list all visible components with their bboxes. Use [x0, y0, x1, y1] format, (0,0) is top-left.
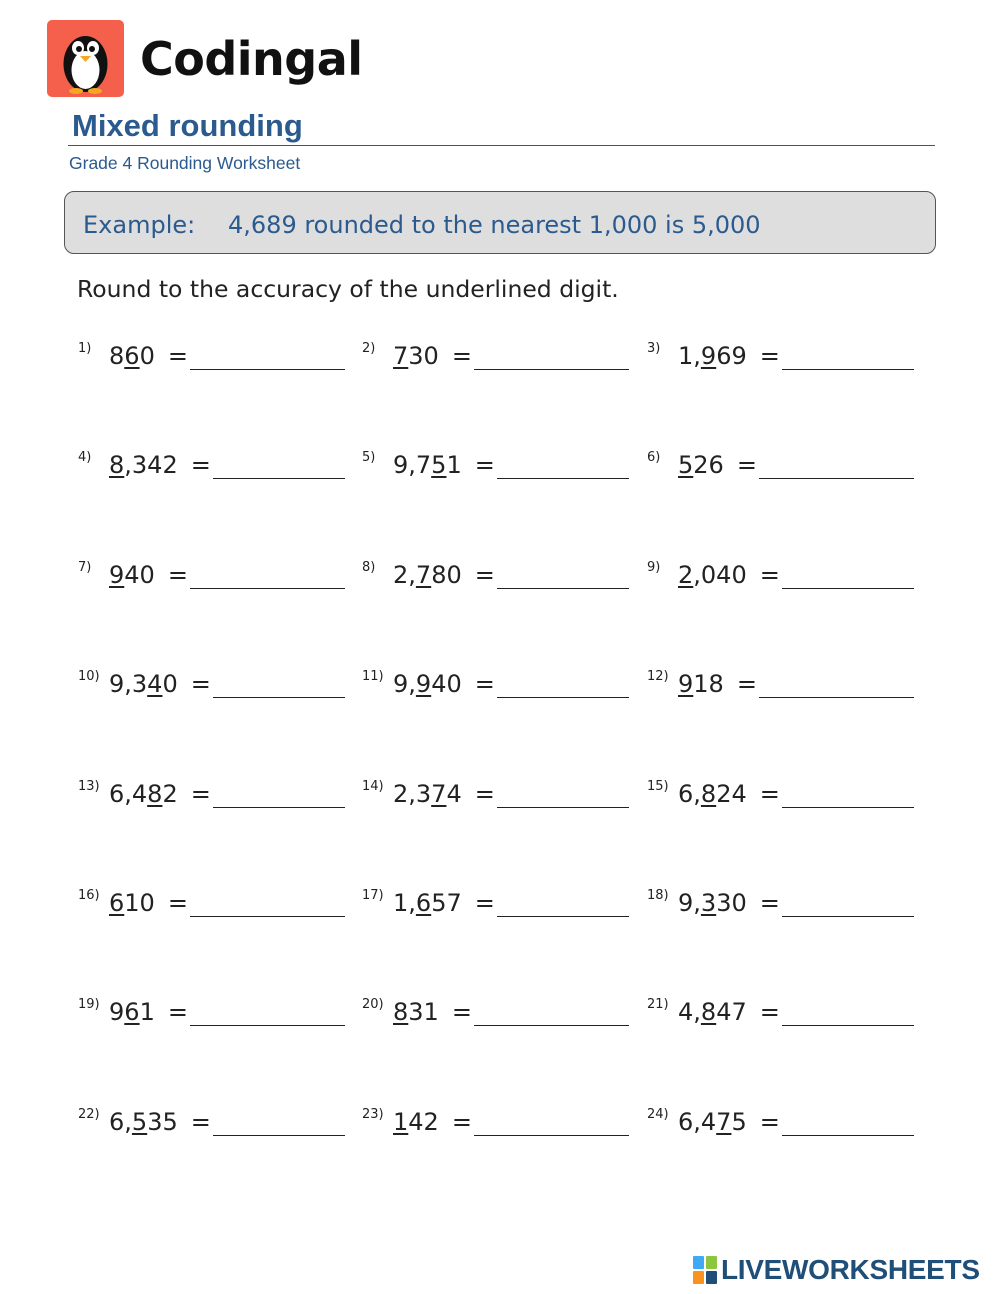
answer-input[interactable] — [474, 346, 629, 370]
problem-item — [78, 450, 345, 490]
problem-item — [362, 341, 629, 381]
problem-item — [78, 888, 345, 928]
digits-after: 2 — [162, 779, 178, 808]
problem-number-value — [678, 670, 724, 698]
underlined-digit: 6 — [109, 889, 125, 917]
underlined-digit: 4 — [147, 670, 163, 699]
problem-item — [647, 560, 914, 600]
equals-sign: = — [736, 670, 757, 699]
problem-number: 15) — [647, 778, 669, 794]
underlined-digit: 8 — [700, 998, 717, 1027]
underlined-digit: 5 — [431, 451, 447, 480]
problem-item — [362, 779, 629, 819]
digits-after: 4 — [446, 779, 462, 808]
underlined-digit: 9 — [678, 670, 694, 699]
digits-after: 18 — [693, 670, 724, 699]
equals-sign: = — [474, 451, 495, 480]
brand-name: Codingal — [140, 31, 363, 86]
digits-before: 4, — [678, 998, 701, 1027]
problem-number: 20) — [362, 997, 384, 1013]
answer-input[interactable] — [782, 893, 914, 917]
equals-sign: = — [190, 1107, 211, 1136]
digits-after: 0 — [139, 342, 155, 370]
digits-before: 9, — [393, 670, 416, 699]
answer-input[interactable] — [782, 1002, 914, 1026]
problem-number: 3) — [647, 341, 661, 356]
problem-number: 16) — [78, 888, 100, 903]
underlined-digit: 2 — [678, 560, 694, 589]
problem-number: 6) — [647, 450, 661, 466]
problem-number: 10) — [78, 669, 100, 685]
digits-before: 2,3 — [393, 779, 432, 808]
answer-input[interactable] — [497, 784, 629, 808]
answer-input[interactable] — [213, 455, 345, 479]
digits-before: 1, — [393, 889, 416, 917]
answer-input[interactable] — [497, 565, 629, 589]
equals-sign: = — [167, 889, 188, 917]
underlined-digit: 7 — [393, 342, 409, 370]
problem-item — [362, 888, 629, 928]
digits-before: 6, — [678, 779, 701, 808]
digits-after: ,040 — [693, 560, 747, 589]
equals-sign: = — [759, 998, 780, 1027]
underlined-digit: 6 — [124, 342, 140, 370]
digits-after: 40 — [124, 560, 155, 589]
problem-item — [647, 779, 914, 819]
equals-sign: = — [759, 560, 780, 589]
problem-item — [647, 450, 914, 490]
answer-input[interactable] — [213, 674, 345, 698]
worksheet-subtitle: Grade 4 Rounding Worksheet — [69, 153, 301, 173]
answer-input[interactable] — [190, 1002, 345, 1026]
underlined-digit: 5 — [131, 1107, 148, 1136]
problem-number: 21) — [647, 997, 669, 1013]
problem-number-value — [393, 451, 462, 479]
problem-item — [647, 669, 914, 709]
digits-before: 9,3 — [109, 670, 148, 699]
liveworksheets-brand: LIVEWORKSHEETS — [721, 1254, 980, 1285]
answer-input[interactable] — [474, 1112, 629, 1136]
problem-number: 11) — [362, 669, 384, 685]
equals-sign: = — [759, 342, 780, 370]
underlined-digit: 9 — [415, 670, 432, 699]
answer-input[interactable] — [782, 565, 914, 589]
problem-number-value — [393, 998, 439, 1026]
digits-after: 69 — [716, 342, 747, 370]
problem-number-value — [109, 451, 178, 479]
problem-number: 5) — [362, 450, 376, 466]
problem-number-value — [678, 780, 747, 808]
problem-number-value — [393, 561, 462, 589]
problem-number-value — [109, 998, 155, 1026]
answer-input[interactable] — [497, 893, 629, 917]
answer-input[interactable] — [213, 784, 345, 808]
problem-number: 8) — [362, 559, 376, 575]
equals-sign: = — [167, 998, 188, 1027]
equals-sign: = — [759, 779, 780, 808]
problem-number-value — [109, 670, 178, 698]
digits-after: 1 — [446, 451, 462, 480]
underlined-digit: 5 — [678, 451, 694, 480]
example-label: Example: — [83, 211, 196, 239]
digits-before: 8 — [109, 342, 125, 370]
answer-input[interactable] — [497, 674, 629, 698]
problem-number-value — [393, 1108, 439, 1136]
liveworksheets-logo-icon — [693, 1256, 717, 1284]
problem-item — [362, 560, 629, 600]
digits-after: 0 — [162, 670, 178, 699]
equals-sign: = — [451, 1107, 472, 1136]
underlined-digit: 8 — [393, 998, 409, 1027]
equals-sign: = — [474, 779, 495, 808]
problem-number-value — [678, 1108, 747, 1136]
problem-item — [78, 997, 345, 1037]
problem-number: 14) — [362, 778, 384, 794]
problem-number-value — [109, 889, 155, 917]
digits-before: 9,7 — [393, 451, 432, 480]
problem-number: 12) — [647, 669, 669, 685]
problem-number: 22) — [78, 1106, 100, 1122]
digits-after: 24 — [716, 779, 747, 808]
problem-number-value — [678, 889, 747, 917]
instructions: Round to the accuracy of the underlined digit. — [77, 275, 619, 303]
liveworksheets-footer — [693, 1254, 980, 1286]
problem-number-value — [678, 342, 747, 370]
problem-number-value — [393, 780, 462, 808]
problem-item — [78, 341, 345, 381]
problem-number: 9) — [647, 559, 661, 575]
problem-number-value — [678, 998, 747, 1026]
problem-item — [362, 997, 629, 1037]
problem-number-value — [678, 451, 724, 479]
digits-after: 40 — [431, 670, 462, 699]
answer-input[interactable] — [759, 674, 914, 698]
equals-sign: = — [759, 1107, 780, 1136]
digits-after: 42 — [408, 1107, 439, 1136]
answer-input[interactable] — [782, 346, 914, 370]
digits-before: 1, — [678, 342, 701, 370]
problem-item — [647, 341, 914, 381]
answer-input[interactable] — [213, 1112, 345, 1136]
answer-input[interactable] — [190, 346, 345, 370]
underlined-digit: 3 — [700, 889, 717, 917]
answer-input[interactable] — [190, 893, 345, 917]
equals-sign: = — [190, 451, 211, 480]
underlined-digit: 7 — [431, 779, 447, 808]
equals-sign: = — [474, 560, 495, 589]
underlined-digit: 9 — [109, 560, 125, 589]
answer-input[interactable] — [759, 455, 914, 479]
problem-number-value — [393, 889, 462, 917]
problem-number: 17) — [362, 888, 384, 903]
equals-sign: = — [451, 342, 472, 370]
digits-before: 9 — [109, 998, 125, 1027]
digits-after: 26 — [693, 451, 724, 480]
problem-number-value — [109, 342, 155, 370]
problem-number-value — [109, 1108, 178, 1136]
digits-after: 10 — [124, 889, 155, 917]
problem-item — [78, 669, 345, 709]
digits-after: ,342 — [124, 451, 178, 480]
digits-after: 57 — [431, 889, 462, 917]
problem-number-value — [109, 561, 155, 589]
equals-sign: = — [759, 889, 780, 917]
digits-after: 31 — [408, 998, 439, 1027]
digits-before: 6,4 — [109, 779, 148, 808]
problem-item — [78, 779, 345, 819]
underlined-digit: 7 — [415, 560, 432, 589]
digits-after: 47 — [716, 998, 747, 1027]
equals-sign: = — [451, 998, 472, 1027]
digits-before: 2, — [393, 560, 416, 589]
problem-number-value — [393, 670, 462, 698]
underlined-digit: 6 — [124, 998, 140, 1027]
digits-after: 35 — [147, 1107, 178, 1136]
problem-item — [362, 669, 629, 709]
problem-number: 4) — [78, 450, 92, 466]
problem-number: 24) — [647, 1106, 669, 1122]
equals-sign: = — [167, 560, 188, 589]
problem-number: 1) — [78, 341, 92, 356]
problem-number: 18) — [647, 888, 669, 903]
equals-sign: = — [474, 670, 495, 699]
equals-sign: = — [736, 451, 757, 480]
underlined-digit: 1 — [393, 1107, 409, 1136]
problem-number: 13) — [78, 778, 100, 794]
problem-item — [362, 1107, 629, 1147]
problem-number-value — [393, 342, 439, 370]
answer-input[interactable] — [474, 1002, 629, 1026]
worksheet-title: Mixed rounding — [72, 108, 303, 143]
problem-item — [78, 560, 345, 600]
equals-sign: = — [190, 670, 211, 699]
underlined-digit: 8 — [147, 779, 163, 808]
problem-number: 2) — [362, 341, 376, 356]
underlined-digit: 8 — [109, 451, 125, 480]
problem-item — [78, 1107, 345, 1147]
underlined-digit: 6 — [415, 889, 432, 917]
digits-after: 30 — [408, 342, 439, 370]
answer-input[interactable] — [190, 565, 345, 589]
digits-before: 6, — [109, 1107, 132, 1136]
digits-before: 6,4 — [678, 1107, 717, 1136]
problem-number: 7) — [78, 559, 92, 575]
problem-number: 23) — [362, 1106, 384, 1122]
underlined-digit: 9 — [700, 342, 717, 370]
underlined-digit: 7 — [716, 1107, 732, 1136]
answer-input[interactable] — [497, 455, 629, 479]
digits-after: 5 — [731, 1107, 747, 1136]
problem-number-value — [109, 780, 178, 808]
underlined-digit: 8 — [700, 779, 717, 808]
equals-sign: = — [190, 779, 211, 808]
example-text: 4,689 rounded to the nearest 1,000 is 5,000 — [228, 211, 761, 239]
problem-number-value — [678, 561, 747, 589]
problem-item — [647, 1107, 914, 1147]
problem-item — [647, 997, 914, 1037]
digits-after: 80 — [431, 560, 462, 589]
problem-item — [647, 888, 914, 928]
digits-after: 30 — [716, 889, 747, 917]
digits-after: 1 — [139, 998, 155, 1027]
answer-input[interactable] — [782, 1112, 914, 1136]
digits-before: 9, — [678, 889, 701, 917]
equals-sign: = — [474, 889, 495, 917]
answer-input[interactable] — [782, 784, 914, 808]
problem-item — [362, 450, 629, 490]
problem-number: 19) — [78, 997, 100, 1013]
equals-sign: = — [167, 342, 188, 370]
